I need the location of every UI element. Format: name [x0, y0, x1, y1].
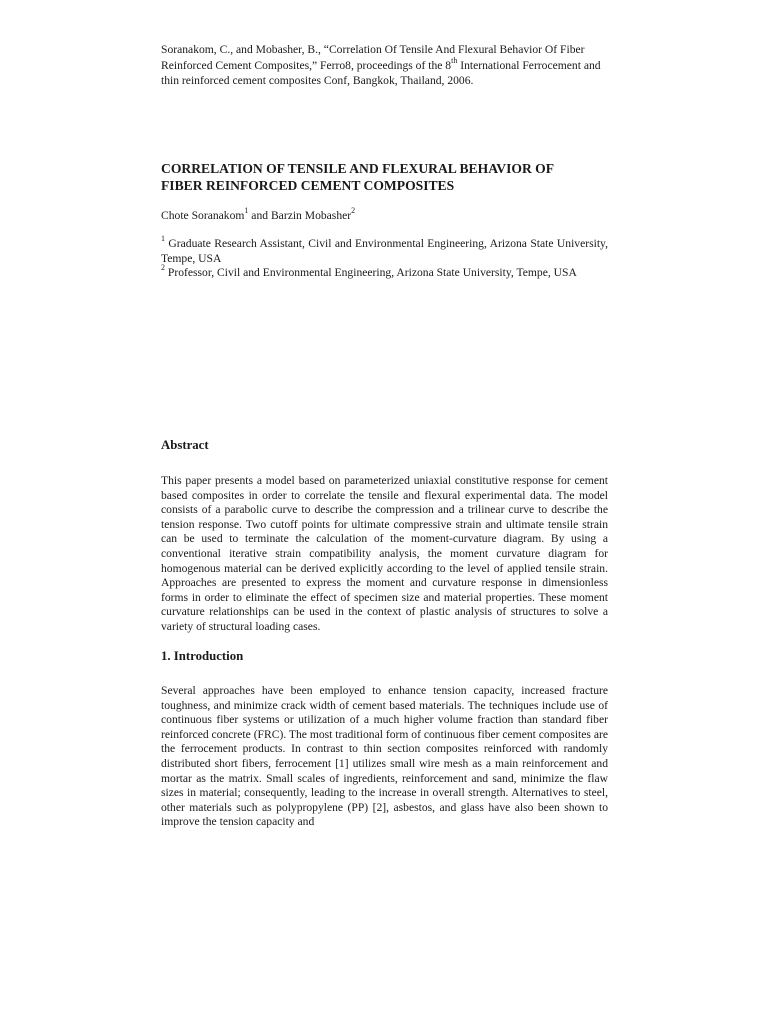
author-1: Chote Soranakom — [161, 209, 245, 222]
citation-prefix: Soranakom, C., and Mobasher, B., “Correlation Of Tensile And Flexural Behavior Of Fiber Reinforced Cement Composites,” Ferro8, proceedings of the 8 — [161, 43, 585, 72]
author-conjunction: and — [248, 209, 271, 222]
author-1-affil-marker: 1 — [244, 206, 249, 216]
affiliation-2 — [161, 265, 608, 280]
author-2: Barzin Mobasher — [270, 209, 352, 222]
paper-title-line1: CORRELATION OF TENSILE AND FLEXURAL BEHAVIOR OF — [161, 161, 555, 176]
abstract-heading: Abstract — [161, 438, 209, 452]
introduction-heading: 1. Introduction — [161, 649, 244, 663]
citation-suffix: International Ferrocement and thin reinforced cement composites Conf, Bangkok, Thailand, 2006. — [161, 58, 601, 87]
affiliation-1-marker: 1 — [161, 234, 165, 244]
author-list — [161, 208, 608, 223]
affiliation-2-text: Professor, Civil and Environmental Engineering, Arizona State University, Tempe, USA — [165, 266, 577, 279]
citation — [161, 42, 608, 89]
paper-title-line2: FIBER REINFORCED CEMENT COMPOSITES — [161, 178, 455, 193]
affiliation-1 — [161, 236, 608, 267]
affiliation-2-marker: 2 — [161, 263, 165, 273]
introduction-body: Several approaches have been employed to enhance tension capacity, increased fracture toughness, and minimize crack width of cement based materials. The techniques include use of continuous fiber systems or utilization of a much higher volume fraction than standard fiber reinforced concrete (FRC). The most traditional form of continuous fiber cement composites are the ferrocement products. In contrast to thin section composites reinforced with randomly distributed short fibers, ferrocement [1] utilizes small wire mesh as a main reinforcement and mortar as the matrix. Small scales of ingredients, reinforcement and sand, minimize the flaw sizes in material; consequently, leading to the increase in overall strength. Alternatives to steel, other materials such as polypropylene (PP) [2], asbestos, and glass have also been shown to improve the tension capacity and — [161, 684, 608, 829]
abstract-body: This paper presents a model based on parameterized uniaxial constitutive response for cement based composites in order to correlate the tensile and flexural experimental data. The model consists of a parabolic curve to describe the compression and a trilinear curve to describe the tension response. Two cutoff points for ultimate compressive strain and ultimate tensile strain can be used to terminate the calculation of the moment-curvature diagram. By using a conventional iterative strain compatibility analysis, the moment curvature diagram for homogenous material can be derived explicitly according to the level of applied tensile strain. Approaches are presented to express the moment and curvature response in dimensionless forms in order to eliminate the effect of specimen size and material properties. These moment curvature relationships can be used in the context of plastic analysis of structures to solve a variety of structural loading cases. — [161, 474, 608, 633]
author-2-affil-marker: 2 — [351, 206, 356, 216]
citation-superscript: th — [451, 55, 458, 65]
paper-title — [161, 160, 608, 194]
affiliation-1-text: Graduate Research Assistant, Civil and Environmental Engineering, Arizona State University, Tempe, USA — [161, 237, 608, 266]
